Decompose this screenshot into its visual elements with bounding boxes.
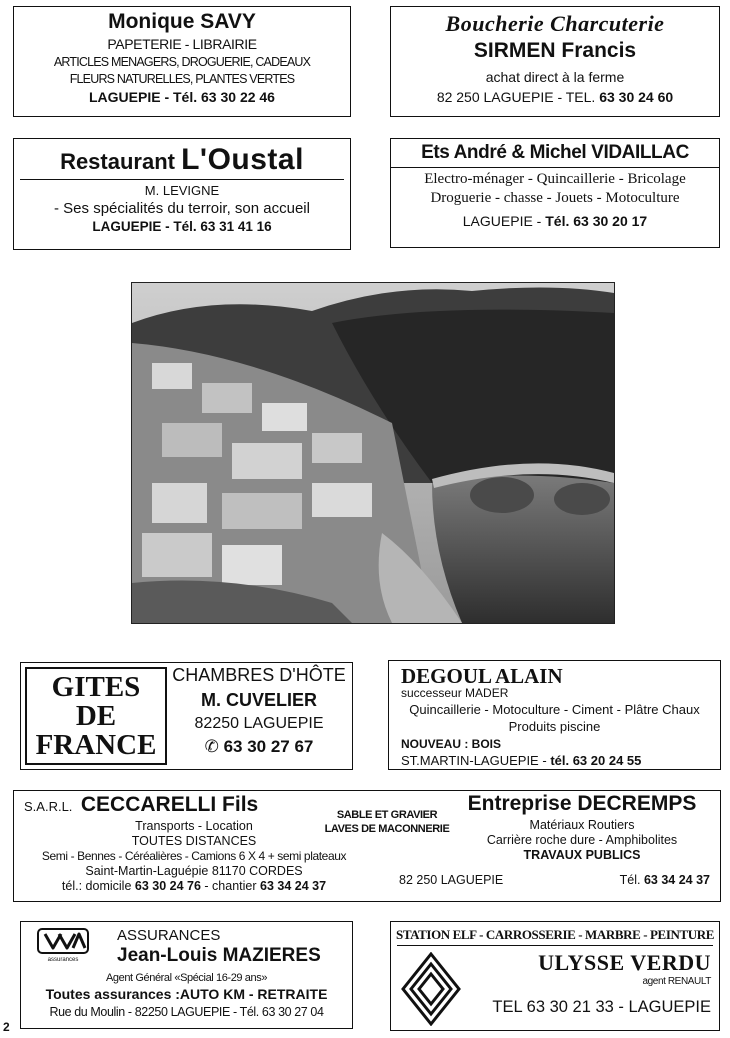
savy-line3: FLEURS NATURELLES, PLANTES VERTES	[69, 72, 295, 86]
photo-bridge-arch-2	[554, 483, 610, 515]
ceccarelli-name: CECCARELLI Fils	[80, 793, 259, 816]
decremps-block	[444, 792, 720, 862]
renault-diamond-icon	[401, 952, 461, 1026]
degoul-line2: Produits piscine	[508, 719, 601, 734]
ad-gites	[20, 662, 353, 770]
village-photo-drawing	[132, 283, 614, 623]
photo-house	[152, 363, 192, 389]
mazieres-logo-text: assurances	[47, 957, 79, 963]
ceccarelli-line2: TOUTES DISTANCES	[131, 834, 257, 848]
phone-icon: ✆	[204, 737, 219, 756]
photo-house	[312, 433, 362, 463]
ad-vidaillac	[390, 138, 720, 248]
photo-house	[262, 403, 307, 431]
photo-house	[312, 483, 372, 517]
ceccarelli-tel-home: 63 30 24 76	[134, 879, 201, 893]
sirmen-tel: 63 30 24 60	[599, 89, 674, 105]
decremps-line1: Matériaux Routiers	[529, 818, 635, 832]
vidaillac-name: Ets André & Michel VIDAILLAC	[421, 142, 689, 163]
degoul-line3: NOUVEAU : BOIS	[401, 737, 502, 751]
ceccarelli-prefix: S.A.R.L.	[24, 799, 73, 814]
sirmen-name: SIRMEN Francis	[473, 39, 637, 62]
ceccarelli-line5-c: - chantier	[204, 879, 257, 893]
degoul-line4-prefix: ST.MARTIN-LAGUEPIE -	[401, 753, 547, 768]
decremps-name: Entreprise DECREMPS	[467, 792, 697, 815]
ceccarelli-line1: Transports - Location	[135, 819, 253, 833]
savy-line4: LAGUEPIE - Tél. 63 30 22 46	[89, 89, 275, 105]
gites-logo-line3: FRANCE	[35, 729, 157, 761]
vidaillac-line3	[391, 213, 719, 229]
ceccarelli-line4: Saint-Martin-Laguépie 81170 CORDES	[85, 864, 303, 878]
ceccarelli-block	[14, 793, 384, 893]
verdu-agent: agent RENAULT	[642, 976, 711, 987]
photo-house	[222, 493, 302, 529]
sirmen-line2	[391, 89, 719, 105]
renault-logo	[401, 952, 461, 1026]
oustal-line1: - Ses spécialités du terroir, son accueil	[54, 200, 310, 217]
ceccarelli-line5	[14, 879, 374, 893]
photo-house	[202, 383, 252, 413]
savy-name: Monique SAVY	[108, 10, 256, 33]
ad-ceccarelli-decremps	[13, 790, 721, 902]
oustal-name: L'Oustal	[181, 143, 304, 176]
vidaillac-divider	[391, 167, 719, 168]
decremps-line2: Carrière roche dure - Amphibolites	[486, 833, 678, 847]
photo-house	[222, 545, 282, 585]
mazieres-line2: Toutes assurances :AUTO KM - RETRAITE	[45, 986, 328, 1002]
savy-line2: ARTICLES MENAGERS, DROGUERIE, CADEAUX	[53, 55, 311, 69]
gites-tel: 63 30 27 67	[223, 737, 314, 756]
decremps-line3: TRAVAUX PUBLICS	[523, 848, 641, 862]
photo-house	[142, 533, 212, 577]
decremps-tel-prefix: Tél.	[619, 873, 641, 887]
ad-degoul	[388, 660, 721, 770]
savy-line1: PAPETERIE - LIBRAIRIE	[107, 36, 257, 52]
gites-logo	[25, 667, 167, 765]
page-number: 2	[3, 1020, 10, 1034]
ad-mazieres	[20, 921, 353, 1029]
verdu-divider	[397, 945, 713, 946]
vidaillac-tel: Tél. 63 30 20 17	[545, 213, 648, 229]
mazieres-details	[21, 972, 352, 1019]
gites-name: M. CUVELIER	[200, 690, 317, 710]
ceccarelli-middle	[312, 809, 462, 835]
decremps-tel-line	[620, 873, 710, 887]
photo-house	[152, 483, 207, 523]
mazieres-line1: Agent Général «Spécial 16-29 ans»	[105, 972, 268, 984]
oustal-divider	[20, 179, 344, 180]
degoul-line1: Quincaillerie - Motoculture - Ciment - Plâtre Chaux	[409, 702, 700, 717]
verdu-header: STATION ELF - CARROSSERIE - MARBRE - PEINTURE	[396, 927, 714, 942]
gites-logo-line1: GITES	[51, 671, 141, 703]
verdu-tel: TEL 63 30 21 33 - LAGUEPIE	[492, 998, 711, 1016]
photo-house	[232, 443, 302, 479]
mazieres-logo-icon	[37, 928, 89, 954]
ceccarelli-tel-site: 63 34 24 37	[260, 879, 327, 893]
sirmen-title: Boucherie Charcuterie	[445, 11, 665, 36]
ad-sirmen	[390, 6, 720, 117]
ceccarelli-line5-a: tél.: domicile	[61, 879, 132, 893]
vidaillac-line2: Droguerie - chasse - Jouets - Motoculture	[430, 190, 680, 206]
verdu-name: ULYSSE VERDU	[538, 950, 711, 975]
gites-city: 82250 LAGUEPIE	[194, 715, 324, 732]
vidaillac-line3-prefix: LAGUEPIE -	[462, 213, 542, 229]
gites-title: CHAMBRES D'HÔTE	[172, 665, 346, 685]
ad-savy	[13, 6, 351, 117]
oustal-line2: LAGUEPIE - Tél. 63 31 41 16	[92, 219, 272, 234]
ad-oustal	[13, 138, 351, 250]
degoul-line4	[401, 753, 720, 768]
village-photo	[131, 282, 615, 624]
photo-house	[162, 423, 222, 457]
sirmen-line2-prefix: 82 250 LAGUEPIE - TEL.	[436, 89, 596, 105]
mazieres-logo	[37, 928, 89, 963]
oustal-heading	[14, 143, 350, 177]
ceccarelli-line3: Semi - Bennes - Céréalières - Camions 6 X 4 + semi plateaux	[41, 849, 347, 863]
gites-logo-line2: DE	[75, 700, 117, 732]
gites-info	[167, 665, 351, 757]
gites-tel-line	[167, 737, 351, 757]
mazieres-name: Jean-Louis MAZIERES	[117, 945, 321, 966]
decremps-tel: 63 34 24 37	[643, 873, 710, 887]
mazieres-title: ASSURANCES	[117, 927, 221, 944]
photo-bridge-arch-1	[470, 477, 534, 513]
oustal-owner: M. LEVIGNE	[144, 183, 220, 198]
degoul-successor: successeur MADER	[401, 686, 509, 700]
sirmen-line1: achat direct à la ferme	[485, 69, 625, 85]
decremps-city: 82 250 LAGUEPIE	[399, 873, 504, 887]
mazieres-line3: Rue du Moulin - 82250 LAGUEPIE - Tél. 63 30 27 04	[49, 1005, 324, 1019]
ad-verdu	[390, 921, 720, 1031]
vidaillac-line1: Electro-ménager - Quincaillerie - Bricolage	[424, 171, 686, 187]
degoul-tel: tél. 63 20 24 55	[550, 753, 642, 768]
degoul-name: DEGOUL ALAIN	[401, 664, 563, 688]
middle-line2: LAVES DE MACONNERIE	[324, 823, 450, 835]
oustal-prefix: Restaurant	[60, 149, 175, 174]
middle-line1: SABLE ET GRAVIER	[336, 809, 438, 821]
